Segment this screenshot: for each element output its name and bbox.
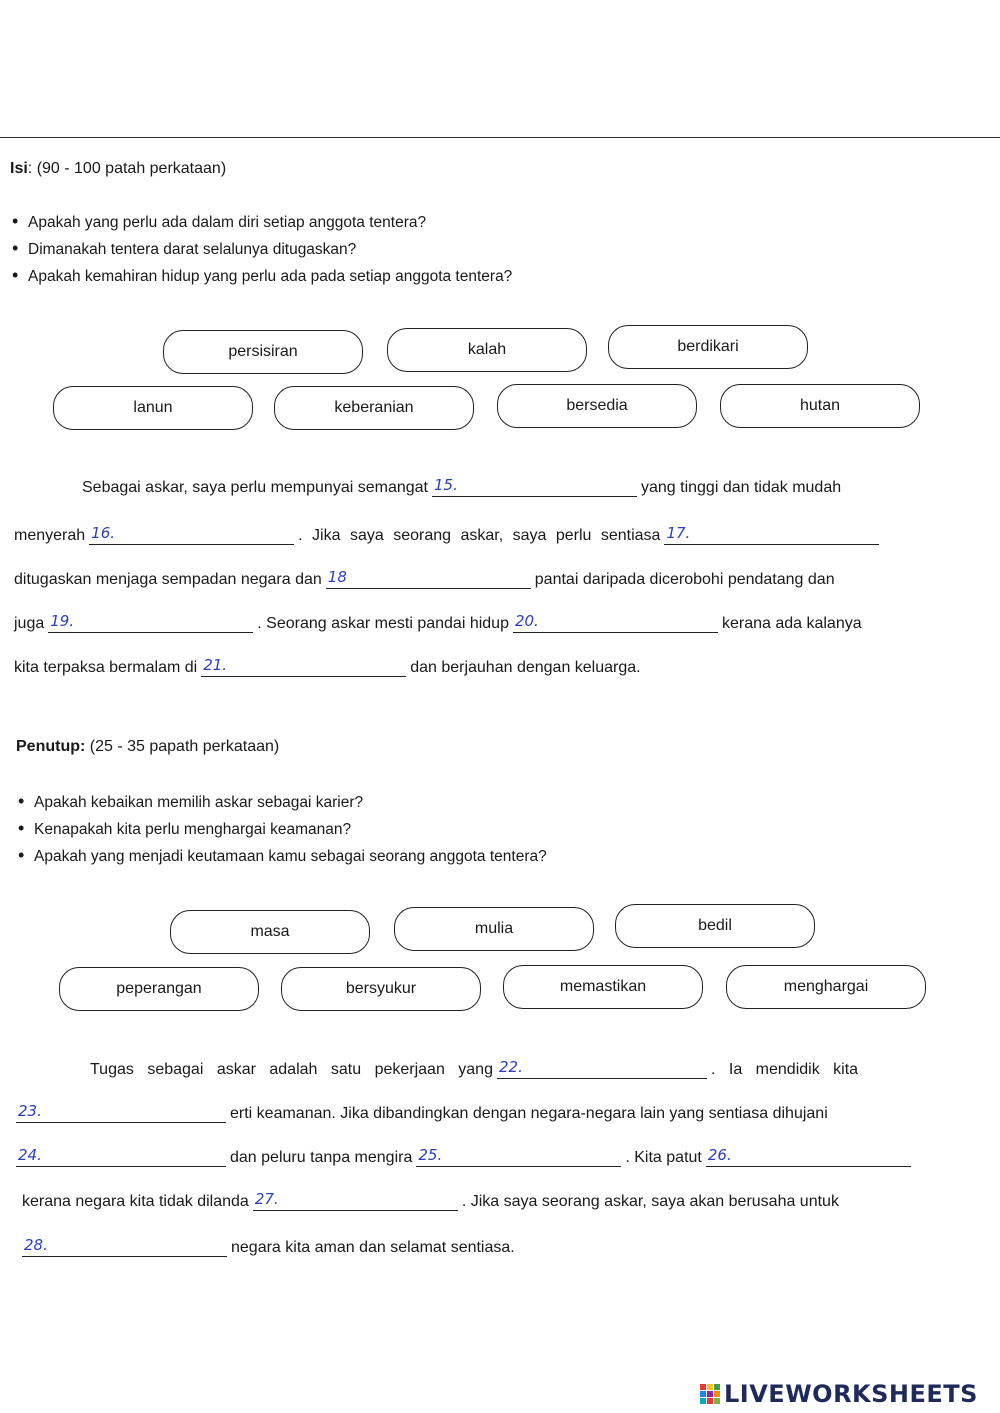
blank-23[interactable]: 23. xyxy=(16,1100,226,1123)
penutup-line-4: kerana negara kita tidak dilanda 27. . Jika saya seorang askar, saya akan berusaha untuk xyxy=(22,1190,839,1210)
isi-question-list xyxy=(12,208,512,289)
blank-22[interactable]: 22. xyxy=(497,1056,707,1079)
liveworksheets-logo xyxy=(700,1380,978,1408)
isi-line-1: Sebagai askar, saya perlu mempunyai semangat 15. yang tinggi dan tidak mudah xyxy=(82,476,842,496)
word-chip[interactable]: hutan xyxy=(720,384,920,428)
penutup-line-5: 28. negara kita aman dan selamat sentiasa. xyxy=(24,1236,515,1256)
blank-25[interactable]: 25. xyxy=(416,1144,621,1167)
word-chip[interactable]: bersyukur xyxy=(281,967,481,1011)
blank-15[interactable]: 15. xyxy=(432,474,637,497)
word-chip[interactable]: bersedia xyxy=(497,384,697,428)
blank-28[interactable]: 28. xyxy=(22,1234,227,1257)
word-chip[interactable]: bedil xyxy=(615,904,815,948)
word-chip[interactable]: memastikan xyxy=(503,965,703,1009)
penutup-heading: Penutup: (25 - 35 papath perkataan) xyxy=(16,738,280,755)
penutup-line-3: 24. dan peluru tanpa mengira 25. . Kita patut 26. xyxy=(16,1144,971,1167)
blank-24[interactable]: 24. xyxy=(16,1144,226,1167)
blank-20[interactable]: 20. xyxy=(513,610,718,633)
blank-27[interactable]: 27. xyxy=(253,1188,458,1211)
penutup-question-list xyxy=(18,788,547,869)
word-chip[interactable]: lanun xyxy=(53,386,253,430)
top-divider xyxy=(0,137,1000,138)
word-chip[interactable]: persisiran xyxy=(163,330,363,374)
blank-17[interactable]: 17. xyxy=(664,522,879,545)
word-chip[interactable]: peperangan xyxy=(59,967,259,1011)
isi-question: • Dimanakah tentera darat selalunya ditugaskan? xyxy=(12,235,512,262)
isi-line-5: kita terpaksa bermalam di 21. dan berjauhan dengan keluarga. xyxy=(14,656,641,676)
word-chip[interactable]: masa xyxy=(170,910,370,954)
word-chip[interactable]: kalah xyxy=(387,328,587,372)
isi-line-4: juga 19. . Seorang askar mesti pandai hidup 20. kerana ada kalanya xyxy=(14,612,862,632)
blank-19[interactable]: 19. xyxy=(48,610,253,633)
logo-mark-icon xyxy=(700,1384,720,1404)
isi-question: • Apakah kemahiran hidup yang perlu ada pada setiap anggota tentera? xyxy=(12,262,512,289)
penutup-line-1: Tugas sebagai askar adalah satu pekerjaan yang 22. . Ia mendidik kita xyxy=(90,1058,859,1078)
word-chip[interactable]: berdikari xyxy=(608,325,808,369)
blank-21[interactable]: 21. xyxy=(201,654,406,677)
isi-line-3: ditugaskan menjaga sempadan negara dan 18 pantai daripada dicerobohi pendatang dan xyxy=(14,568,835,588)
isi-line-2: menyerah 16. . Jika saya seorang askar, saya perlu sentiasa 17. xyxy=(14,522,964,545)
logo-text: LIVEWORKSHEETS xyxy=(724,1380,978,1408)
penutup-question: • Apakah kebaikan memilih askar sebagai karier? xyxy=(18,788,547,815)
isi-heading: Isi: (90 - 100 patah perkataan) xyxy=(10,160,227,177)
isi-question: • Apakah yang perlu ada dalam diri setiap anggota tentera? xyxy=(12,208,512,235)
blank-26[interactable]: 26. xyxy=(706,1144,911,1167)
word-chip[interactable]: keberanian xyxy=(274,386,474,430)
penutup-question: • Apakah yang menjadi keutamaan kamu sebagai seorang anggota tentera? xyxy=(18,842,547,869)
word-chip[interactable]: menghargai xyxy=(726,965,926,1009)
word-chip[interactable]: mulia xyxy=(394,907,594,951)
blank-18[interactable]: 18 xyxy=(326,566,531,589)
blank-16[interactable]: 16. xyxy=(89,522,294,545)
penutup-line-2: 23. erti keamanan. Jika dibandingkan dengan negara-negara lain yang sentiasa dihujani xyxy=(18,1102,828,1122)
penutup-question: • Kenapakah kita perlu menghargai keamanan? xyxy=(18,815,547,842)
